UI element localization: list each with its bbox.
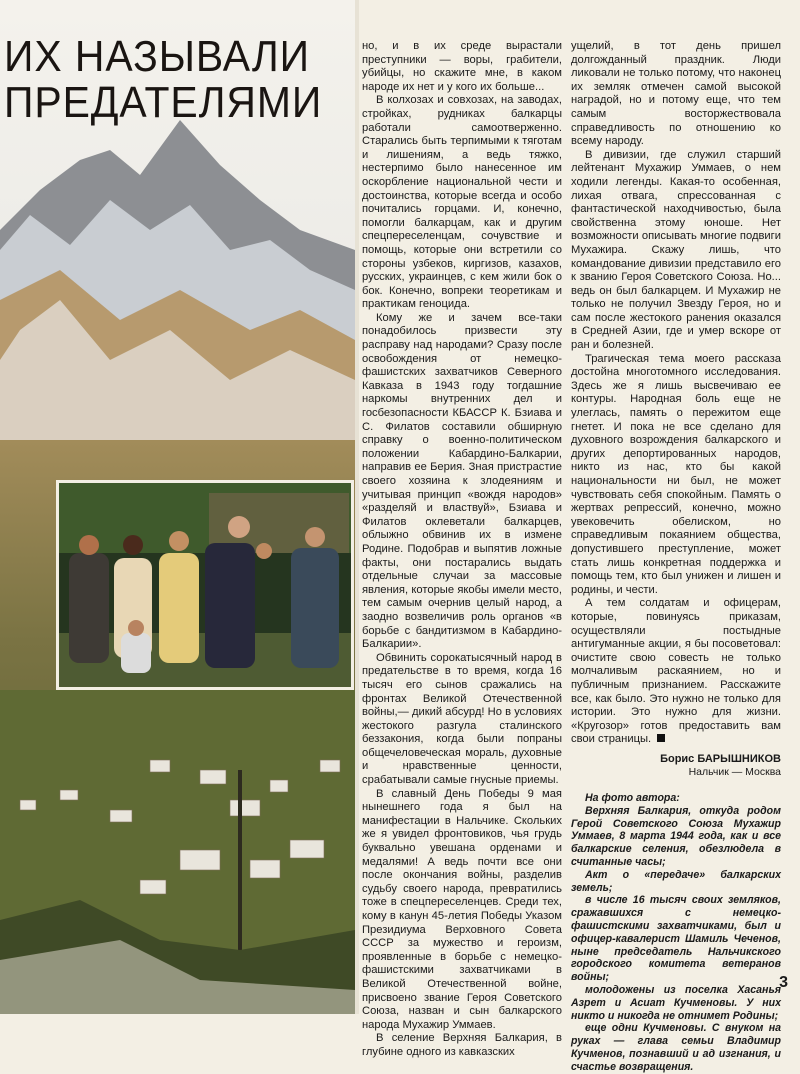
article-column-2 [571, 40, 781, 1074]
page-gutter [355, 0, 359, 1014]
author-name: Борис БАРЫШНИКОВ [660, 752, 781, 765]
paragraph: В славный День Победы 9 мая нынешнего года я был на манифестации в Нальчике. Скольких же я увидел фронтовиков, чья грудь буквально увешана орденами и медалями! А ведь почти все они после окончания войны, разделив судьбу своего народа, превратились тоже в спецпереселенцев. Среди тех, кому в канун 45-летия Победы Указом Президиума Верховного Совета СССР за мужество и героизм, проявленные в борьбе с немецко-фашистскими захватчиками в Великой Отечественной войне, присвоено звание Героя Советского Союза, назван и сын балкарского народа Мухажир Уммаев. [362, 787, 562, 1031]
paragraph: Кому же и зачем все-таки понадобилось призвести эту расправу над народами? Сразу после освобождения от немецко-фашистских захватчиков Северного Кавказа в 1943 году тогдашние наркомы внутренних дел и госбезопасности КБАССР К. Бзиава и С. Филатов составили обширную справку о военно-политическом положении Кабардино-Балкарии, направив ее Берия. Зная пристрастие своего хозяина к злодеяниям и учитывая принцип «вождя народов» «разделяй и властвуй», Бзиава и Филатов оклеветали балкарцев, облыжно обвинив их в измене Родине. Подобрав и выпятив ложные факты, они постарались выдать отдельные случаи за массовые явления, которые якобы имели место, тем самым очернив целый народ, а заодно возвеличив роль органов «в борьбе с бандитизмом в Кабардино-Балкарии». [362, 311, 562, 651]
paragraph-final [571, 597, 781, 747]
article-title [4, 34, 346, 126]
paragraph: но, и в их среде вырастали преступники — воры, грабители, убийцы, но скажите мне, в каком народе их нет и у кого их больше... [362, 40, 562, 93]
author-signature [571, 753, 781, 780]
paragraph: В колхозах и совхозах, на заводах, стройках, рудниках балкарцы работали самоотверженно. Старались быть терпимыми к тяготам и лишениям, а ведь тяжко, нестерпимо было нанесенное им оскорбление национальной чести и достоинства, которые всегда и особо почитались горцами. И, конечно, помогли балкарцам, как и другим спецпереселенцам, сочувствие и помощь, которые они встретили со стороны узбеков, киргизов, казахов, русских, украинцев, с кем жили бок о бок. Конечно, вопреки теоретикам и практикам геноцида. [362, 94, 562, 311]
paragraph-text: А тем солдатам и офицерам, которые, повинуясь приказам, осуществляли постыдные антигуманные акции, я бы посоветовал: очистите свою совесть не только молчаливым раскаянием, но и публичным признанием. Расскажите все, как было. Это нужно не только для истории. Это нужно для жизни. «Кругозор» готов предоставить вам свои страницы. [571, 597, 781, 746]
title-line-1: ИХ НАЗЫВАЛИ [4, 32, 311, 81]
caption-heading: На фото автора: [585, 792, 680, 805]
end-mark-icon [657, 734, 665, 742]
paragraph: Трагическая тема моего рассказа достойна многотомного исследования. Здесь же я лишь высвечиваю ее контуры. Народная боль еще не улеглась, память о пережитом еще гнетет. И пока не все сделано для духовного возрождения балкарского и других депортированных народов, никто из нас, кто бы какой национальности ни был, не может чувствовать себя спокойным. Память о жертвах репрессий, конечно, можно увековечить обелиском, но справедливым покаянием общества, допустившего преступление, может стать лишь конкретная поддержка и помощь тем, кто был унижен и лишен и родины, и чести. [571, 352, 781, 596]
page-number: 3 [779, 974, 788, 991]
caption-item: в числе 16 тысяч своих земляков, сражавшихся с немецко-фашистскими захватчиками, был и офицер-кавалерист Шамиль Чеченов, ныне председатель Нальчикского городского комитета ветеранов войны; [571, 894, 781, 984]
paragraph: Обвинить сорокатысячный народ в предательстве в то время, когда 16 тысяч его сынов сражались на фронтах Великой Отечественной войны,— дикий абсурд! Но в условиях жестокого разгула сталинского беззакония, когда были попраны общечеловеческая мораль, духовные и нравственные ценности, срабатывали самые гнусные приемы. [362, 651, 562, 787]
caption-item: еще одни Кучменовы. С внуком на руках — глава семьи Владимир Кучменов, познавший и ад изгнания, и счастье возвращения. [571, 1022, 781, 1073]
paragraph: ущелий, в тот день пришел долгожданный праздник. Люди ликовали не только потому, что наконец их земляк отмечен самой высокой наградой, но и потому еще, что тем самым восторжествовала справедливость по отношению ко всему народу. [571, 40, 781, 148]
caption-item: молодожены из поселка Хасанья Азрет и Асиат Кучменовы. У них никто и никогда не отнимет Родины; [571, 984, 781, 1022]
paragraph: В дивизии, где служил старший лейтенант Мухажир Уммаев, о нем ходили легенды. Какая-то особенная, лихая отвага, спрессованная с фантастической находчивостью, была свойственна этому юноше. Нет возможности описывать многие подвиги Мухажира. Скажу лишь, что командование дивизии представило его к званию Героя Советского Союза. Но... ведь он был балкарцем. И Мухажир не только не получил Звезду Героя, но и сам после жестокого ранения оказался в Средней Азии, где и умер вскоре от ран и болезней. [571, 148, 781, 352]
article-column-1 [362, 40, 562, 1060]
caption-item: Акт о «передаче» балкарских земель; [571, 868, 781, 894]
author-place: Нальчик — Москва [688, 766, 781, 779]
family-photo [56, 480, 354, 690]
caption-item: Верхняя Балкария, откуда родом Герой Советского Союза Мухажир Уммаев, 8 марта 1944 года, как и все балкарские селения, обезлюдела в считанные часы; [571, 804, 781, 869]
photo-captions [571, 792, 781, 1074]
paragraph: В селение Верхняя Балкария, в глубине одного из кавказских [362, 1032, 562, 1058]
mountain-photo [0, 0, 355, 1014]
title-line-2: ПРЕДАТЕЛЯМИ [4, 78, 323, 127]
